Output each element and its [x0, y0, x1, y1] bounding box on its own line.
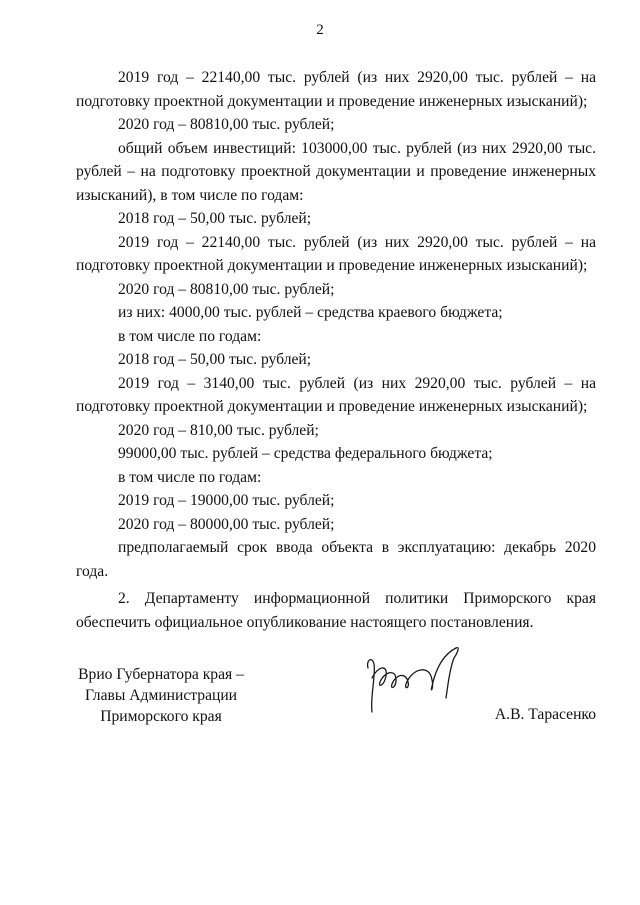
paragraph: 2019 год – 3140,00 тыс. рублей (из них 2920,00 тыс. рублей – на подготовку проектной документации и проведение инженерных изысканий);: [76, 374, 596, 415]
handwritten-signature: [360, 638, 470, 718]
paragraph: общий объем инвестиций: 103000,00 тыс. рублей (из них 2920,00 тыс. рублей – на подготовку проектной документации и проведение инженерных изысканий), в том числе по годам:: [76, 139, 596, 204]
signature-block: [76, 664, 596, 744]
paragraph: в том числе по годам:: [118, 468, 262, 486]
paragraph: в том числе по годам:: [118, 327, 262, 345]
paragraph: 99000,00 тыс. рублей – средства федерального бюджета;: [118, 445, 493, 462]
signer-title-line: Главы Администрации: [84, 687, 238, 704]
document-body: [76, 66, 596, 634]
paragraph: 2018 год – 50,00 тыс. рублей;: [118, 351, 312, 368]
paragraph: 2020 год – 80810,00 тыс. рублей;: [118, 116, 335, 133]
paragraph: предполагаемый срок ввода объекта в эксплуатацию: декабрь 2020 года.: [76, 539, 596, 580]
page-number: 2: [316, 22, 324, 38]
paragraph: из них: 4000,00 тыс. рублей – средства краевого бюджета;: [118, 304, 503, 321]
paragraph: 2019 год – 22140,00 тыс. рублей (из них 2920,00 тыс. рублей – на подготовку проектной документации и проведение инженерных изысканий);: [76, 233, 596, 274]
paragraph: 2019 год – 22140,00 тыс. рублей (из них 2920,00 тыс. рублей – на подготовку проектной документации и проведение инженерных изысканий);: [76, 69, 596, 110]
paragraph: 2020 год – 80000,00 тыс. рублей;: [118, 515, 335, 533]
signer-name: А.В. Тарасенко: [494, 706, 596, 723]
paragraph: 2020 год – 810,00 тыс. рублей;: [118, 421, 319, 439]
paragraph: 2018 год – 50,00 тыс. рублей;: [118, 210, 312, 227]
paragraph: 2019 год – 19000,00 тыс. рублей;: [118, 492, 335, 509]
signer-title-line: Приморского края: [100, 708, 222, 725]
signer-title: [76, 664, 246, 727]
signer-title-line: Врио Губернатора края –: [78, 666, 244, 683]
paragraph: 2. Департаменту информационной политики Приморского края обеспечить официальное опубликование настоящего постановления.: [76, 590, 596, 631]
paragraph: 2020 год – 80810,00 тыс. рублей;: [118, 280, 335, 298]
